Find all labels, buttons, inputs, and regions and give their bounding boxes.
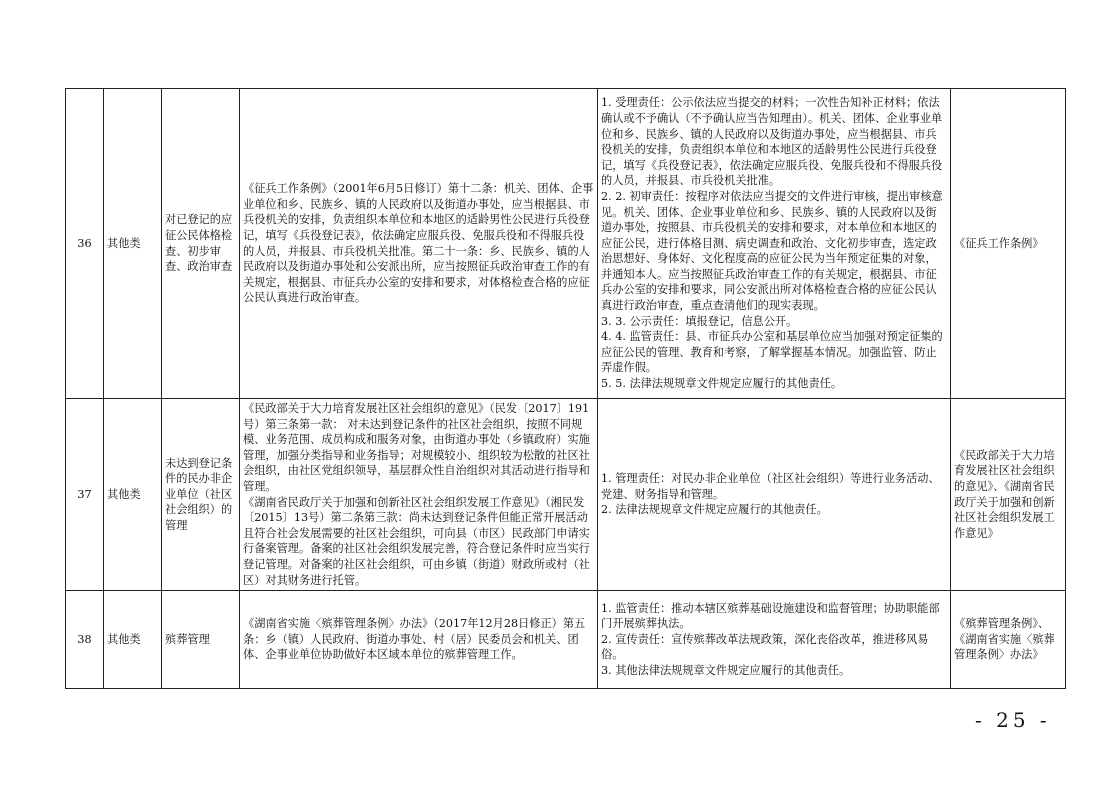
responsibility-item: 1. 监管责任：推动本辖区殡葬基础设施建设和监督管理；协助职能部门开展殡葬执法。 bbox=[601, 601, 940, 631]
responsibility-item: 2. 2. 初审责任：按程序对依法应当提交的文件进行审核，提出审核意见。机关、团体、企业事业单位和乡、民族乡、镇的人民政府以及街道办事处，按照县、市兵役机关的安排和要求，对本单位和本地区的应征公民，进行体格目测、病史调查和政治、文化初步审查，选定政治思想好、身体好、文化程度高的应征公民为当年预定征集的对象，并通知本人。应当按照征兵政治审查工作的有关规定，根据县、市征兵办公室的安排和要求，同公安派出所对体格检查合格的应征公民认真进行政治审查，重点查清他们的现实表现。 bbox=[601, 189, 943, 313]
row-legal-basis bbox=[240, 399, 598, 591]
row-item-name: 对已登记的应征公民体格检查、初步审查、政治审查 bbox=[162, 89, 240, 399]
row-reference: 《殡葬管理条例》、《湖南省实施〈殡葬管理条例〉办法》 bbox=[951, 591, 1066, 689]
row-item-name: 未达到登记条件的民办非企业单位（社区社会组织）的管理 bbox=[162, 399, 240, 591]
row-responsibilities bbox=[598, 399, 951, 591]
row-number: 38 bbox=[66, 591, 104, 689]
row-responsibilities bbox=[598, 89, 951, 399]
legal-basis-part: 《湖南省民政厅关于加强和创新社区社会组织发展工作意见》（湘民发〔2015〕13号）第二条第三款：尚未达到登记条件但能正常开展活动且符合社会发展需要的社区社会组织，可向县（市区）民政部门申请实行备案管理。备案的社区社会组织发展完善，符合登记条件时应当实行登记管理。对备案的社区社会组织，可由乡镇（街道）财政所或村（社区）对其财务进行托管。 bbox=[243, 495, 590, 587]
responsibility-item: 3. 3. 公示责任：填报登记，信息公开。 bbox=[601, 314, 798, 328]
responsibility-item: 1. 受理责任：公示依法应当提交的材料；一次性告知补正材料；依法确认或不予确认（不予确认应当告知理由）。机关、团体、企业事业单位和乡、民族乡、镇的人民政府以及街道办事处，应当根据县、市兵役机关的安排，负责组织本单位和本地区的适龄男性公民进行兵役登记，填写《兵役登记表》，依法确定应服兵役、免服兵役和不得服兵役的人员，并报县、市兵役机关批准。 bbox=[601, 96, 943, 188]
table-row bbox=[66, 89, 1066, 399]
row-category: 其他类 bbox=[104, 399, 162, 591]
row-legal-basis: 《征兵工作条例》（2001年6月5日修订）第十二条：机关、团体、企事业单位和乡、民族乡、镇的人民政府以及街道办事处，应当根据县、市兵役机关的安排，负责组织本单位和本地区的适龄男性公民进行兵役登记，填写《兵役登记表》，依法确定应服兵役、免服兵役和不得服兵役的人员，并报县、市兵役机关批准。第二十一条：乡、民族乡、镇的人民政府以及街道办事处和公安派出所，应当按照征兵政治审查工作的有关规定，根据县、市征兵办公室的安排和要求，对体格检查合格的应征公民认真进行政治审查。 bbox=[240, 89, 598, 399]
responsibility-table bbox=[65, 88, 1066, 689]
row-responsibilities bbox=[598, 591, 951, 689]
table-row bbox=[66, 591, 1066, 689]
row-reference: 《民政部关于大力培育发展社区社会组织的意见》、《湖南省民政厅关于加强和创新社区社会组织发展工作意见》 bbox=[951, 399, 1066, 591]
row-number: 36 bbox=[66, 89, 104, 399]
row-category: 其他类 bbox=[104, 89, 162, 399]
legal-basis-part: 《民政部关于大力培育发展社区社会组织的意见》（民发〔2017〕191号）第三条第一款： 对未达到登记条件的社区社会组织，按照不同规模、业务范围、成员构成和服务对象，由街道办事处（乡镇政府）实施管理，加强分类指导和业务指导；对规模较小、组织较为松散的社区社会组织，由社区党组织领导，基层群众性自治组织对其活动进行指导和管理。 bbox=[243, 402, 590, 493]
responsibility-item: 2. 法律法规规章文件规定应履行的其他责任。 bbox=[601, 503, 828, 517]
row-item-name: 殡葬管理 bbox=[162, 591, 240, 689]
page-number: - 25 - bbox=[975, 708, 1051, 732]
responsibility-item: 5. 5. 法律法规规章文件规定应履行的其他责任。 bbox=[601, 377, 843, 391]
row-reference: 《征兵工作条例》 bbox=[951, 89, 1066, 399]
row-category: 其他类 bbox=[104, 591, 162, 689]
table-row bbox=[66, 399, 1066, 591]
responsibility-item: 2. 宣传责任：宣传殡葬改革法规政策，深化丧俗改革，推进移风易俗。 bbox=[601, 632, 929, 662]
row-number: 37 bbox=[66, 399, 104, 591]
row-legal-basis: 《湖南省实施〈殡葬管理条例〉办法》（2017年12月28日修正）第五条：乡（镇）人民政府、街道办事处、村（居）民委员会和机关、团体、企事业单位协助做好本区域本单位的殡葬管理工作。 bbox=[240, 591, 598, 689]
responsibility-item: 4. 4. 监管责任：县、市征兵办公室和基层单位应当加强对预定征集的应征公民的管理、教育和考察，了解掌握基本情况。加强监管、防止弄虚作假。 bbox=[601, 330, 943, 375]
responsibility-item: 1. 管理责任：对民办非企业单位（社区社会组织）等进行业务活动、党建、财务指导和管理。 bbox=[601, 472, 940, 501]
responsibility-item: 3. 其他法律法规规章文件规定应履行的其他责任。 bbox=[601, 664, 851, 678]
